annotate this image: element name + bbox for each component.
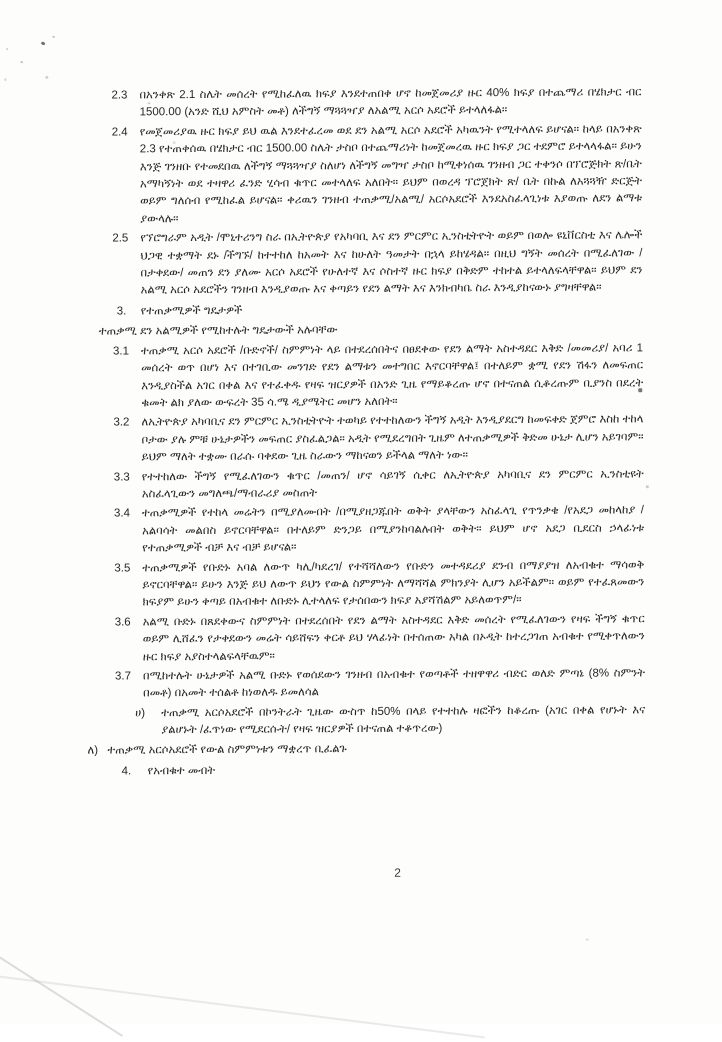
- paragraph-text: ተጠቃሚ ደን አልሚዎች የሚከተሉት ግዴታውች አሉባቸው: [98, 324, 338, 338]
- paragraph-36: [115, 611, 645, 666]
- paragraph-text: የአብቁተ መብት: [147, 764, 216, 778]
- scan-speck: [41, 41, 46, 45]
- paragraph-25: [112, 228, 642, 301]
- paragraph-ሀ: [135, 702, 645, 740]
- paragraph-4: [122, 760, 646, 781]
- paragraph-number: ሀ): [135, 707, 146, 720]
- paragraph-31: [113, 340, 643, 413]
- paragraph-text: አልሚ ቡድኑ በጸደቀውና ስምምነት በተደረሰበት የደን ልማት አስተዳደር እቅድ መሰረት የሚፈለገውን የዛፍ ችግኝ ቁጥር ወይም ሊሸፈን የታቀደውን መሬት ሳይሸፍን ቀርቶ ይህ ሃላፊነት በተሰጠው አካል በኦዲት ከተረጋገጠ አብቁተ የሚቀጥለውን ዙር ክፍያ አያስተላልፍላቸዉም።: [142, 613, 645, 663]
- paragraph-24: [112, 121, 643, 229]
- paragraph-ለ: [87, 739, 645, 760]
- paragraph-3: [117, 300, 643, 321]
- scan-speck: [45, 76, 48, 79]
- paragraph-number: 3.2: [113, 416, 130, 429]
- paragraph-number: 3.: [116, 305, 127, 318]
- paragraph-32: [113, 412, 643, 467]
- paragraph-text: ተጠቃሚ አርሶ አደሮች /ቡድኖች/ ስምምነት ላይ በተደረሰበትና በፀደቀው የደን ልማት አስተዳደር እቅድ /መመሪያ/ አባሪ 1 መሰረት ወጥ በሆነ እና በተገቢው መንገድ የደን ልማቱን መተግበር እኖርባቸዋል፤ በተለይም ቋሚ የደን ሽፋን ለመፍጠር እንዲያስችል አገር በቀል እና የተፈቀዱ የዛፍ ዝርያዎች በአንድ ጊዜ የማይቆረጡ ሆኖ በተናጠል ሲቆረጡም ቢያንስ በደረት ቁመት ልክ ያለው ውፍረት 35 ሳ.ሜ ዲያሜትር መሆን አለበት።: [140, 341, 644, 410]
- paragraph-text: በአንቀጽ 2.1 ስሌት መሰረት የሚከፈለዉ ክፍያ እንደተጠበቀ ሆኖ ከመጀመሪያ ዙር 40% ክፍያ በተጨማሪ በሄክታር ብር 1500.00 (አንድ ሺህ አምስት መቶ) ለችግኝ ማጓጓዣያ ለአልሚ አርሶ አደሮች ይተላለፋል።: [139, 86, 642, 119]
- paragraph-number: 3.1: [112, 345, 130, 358]
- paragraph-text: የመጀመሪያዉ ዙር ክፍያ ይህ ዉል እንደተፈረመ ወደ ደን አልሚ አርሶ አደሮች አካዉንት የሚተላለፍ ይሆናል። ከላይ በአንቀጽ 2.3 የተጠቀሰዉ በሄክታር ብር 1500.00 ስሌት ታስቦ በተጨማሪነት ከመጀመረዉ ዙር ክፍያ ጋር ተደምሮ ይተላላፋል። ይሁን እንጅ ገንዘቡ የተመደበዉ ለችግኝ ማጓጓዣያ ስለሆነ ለችግኝ መግዣ ታስቦ ከሚቀነሰዉ ገንዘብ ጋር ተቀንሶ በፕሮጅክት ጽ/ቤት አማካኝነት ወደ ተዛዋሪ ፈንድ ሂሳብ ቁጥር መተላለፍ አለበት። ይህም በወረዳ ፕሮጀክት ጽ/ ቤት በኩል ለአጓጓዥ ድርጅት ወይም ግለሰብ የሚከፈል ይሆናል። ቀሪዉን ገንዘብ ተጠቃሚ/አልሚ/ አርሶአደሮች እንደአስፈላጊነቱ እያወጡ ለደን ልማቱ ያውላሉ።: [139, 123, 643, 226]
- scan-speck: [6, 48, 8, 50]
- paragraph-text: ለኢትዮጵያ አካባቢና ደን ምርምር ኢንስቲትዮት ተወካይ የተተከለውን ችግኝ አዲት እንዲያደርግ ከመፍቀድ ጀምሮ እስከ ተከላ ቦታው ያሉ ምቹ ሁኔታዎችን መፍጠር ያስፈልጋል። አዲት የሚደረግበት ጊዜም ለተጠቃሚዎች ቅድመ ሁኔታ ሊሆን አይገባም። ይህም ማለት ተቋሙ በራሱ ባቀደው ጊዜ ስራውን ማከናወን ይችላል ማለት ነው።: [141, 413, 644, 464]
- scan-speck: [20, 61, 23, 63]
- scan-speck: [646, 485, 649, 488]
- paragraph-text: ተጠቃሚዎች የተከላ መሬትን በሚያለሙበት /በሚያዘጋጁበት ወቅት ያላቸውን አስፈላጊ የጥንቃቄ /የአደጋ መከላከያ / አልባሳት መልበስ ይኖርባቸዋል። በተለይም ድንጋይ በሚያንከባልሉበት ወቅት። ይህም ሆኖ አደጋ ቢደርስ ኃላፊነቱ የተጠቃሚዎች ብቻ እና ብቻ ይሆናል።: [141, 504, 645, 555]
- paragraph-number: ለ): [87, 744, 99, 757]
- paragraph-number: 3.5: [114, 561, 131, 575]
- paragraph-number: 2.4: [111, 126, 128, 139]
- paragraph-number: 3.3: [113, 470, 130, 484]
- paragraph-number: 4.: [121, 765, 132, 778]
- paper-edge-shadow: [0, 954, 123, 1037]
- paragraph-33: [114, 466, 644, 504]
- paragraph-35: [114, 557, 644, 612]
- paragraph-number: 3.4: [113, 507, 131, 520]
- page-number: 2: [394, 865, 401, 880]
- paragraph-23: [111, 84, 641, 122]
- paragraph-text: የኘሮግራም አዲት /ሞኒተሪንግ ስራ በኢትዮጵያ የአካባቢ እና ደን ምርምር ኢንስቲትዮት ወይም በወሎ ዩኒቨርስቲ እና ሌሎች ህጋዊ ተቋማት ደኑ /ችግኙ/ ከተተከለ ከአመት እና ከሁለት ዓመታት በኋላ ይከሄዳል። በዚህ ግኝት መሰረት በሚፈለገው /በታቀደው/ መጠን ደን ያለሙ አርሶ አደሮች የሁለተኛ እና ሶስተኛ ዙር ክፍያ በቅድም ተከተል ይተላለፍላቸዋል። ይህም ደን አልሚ አርሶ አደሮችን ገንዘብ እንዲያወጡ እና ቀጣይን የደን ልማት እና እንክብካቤ ስራ እንዲያከናውኑ ያግዛቸዋል።: [140, 229, 643, 297]
- paper-edge-shadow: [0, 974, 485, 1038]
- paragraph-number: 2.5: [112, 232, 129, 245]
- paragraph-text: በሚከተሉት ሁኔታዎች አልሚ ቡድኑ የወሰደውን ገንዘብ በአብቁተ የወጣቶች ተዘዋዋሪ ብድር ወለድ ምጣኔ (8% ስምንት በመቶ) በአመት ተሰልቶ ከነወለዱ ይመለሳል: [142, 667, 646, 700]
- scan-speck: [4, 78, 6, 81]
- paragraph-37: [115, 665, 645, 703]
- paragraph-text: የተተከለው ችግኝ የሚፈለገውን ቁጥር /መጠን/ ሆኖ ሳይገኝ ሲቀር ለኢትዮጵያ አካባቢና ደን ምርምር ኢንስቲዩት አስፈላጊውን መግለጫ/ማብራሪያ መስጠት: [141, 467, 644, 501]
- paragraph-number: 3.6: [114, 616, 131, 629]
- scan-speck: [52, 36, 55, 38]
- paragraph-number: 2.3: [111, 89, 128, 102]
- paragraph-number: 3.7: [114, 670, 132, 683]
- paragraph-text: የተጠቃሚዎች ግዴታዎች: [140, 304, 243, 318]
- paragraph-34: [114, 503, 644, 558]
- paragraph-text: ተጠቃሚ አርሶአደሮች የውል ስምምነቱን ማቋረጥ ቢፈልጉ: [107, 742, 347, 757]
- paragraph-text: ተጠቃሚዎች የቡድኑ አባል ለውጥ ካሊ/ካደረገ/ የተሻሻለውን የቡድን መተዳደሪያ ደንብ በማያያዝ ለአብቁተ ማሳወቅ ይኖርባቸዋል። ይሁን እንጅ ይህ ለውጥ ይህን የውል ስምምነት ለማሻሻል ምክንያት ሊሆን አይችልም። ወይም የተፈጸመውን ክፍያም ይሁን ቀጣይ በአብቁተ ለቡድኑ ሊተላለፍ የታሰበውን ክፍያ አያሻሽልም አይለወጥም/።: [142, 558, 645, 609]
- document-body: [87, 84, 646, 783]
- paragraph-text: ተጠቃሚ አርሶአደሮች በኮንትራት ጊዜው ውስጥ ከ50% በላይ የተተከሉ ዛፎችን ከቆረጡ (አገር በቀል የሆኑት እና ያልሆኑት /ፈጥነው የሚደርሱት/ የዛፍ ዝርያዎች በተናጠል ተቆጥረው): [161, 704, 646, 737]
- scan-speck: [586, 939, 589, 941]
- paragraph-intro-4: [99, 321, 643, 342]
